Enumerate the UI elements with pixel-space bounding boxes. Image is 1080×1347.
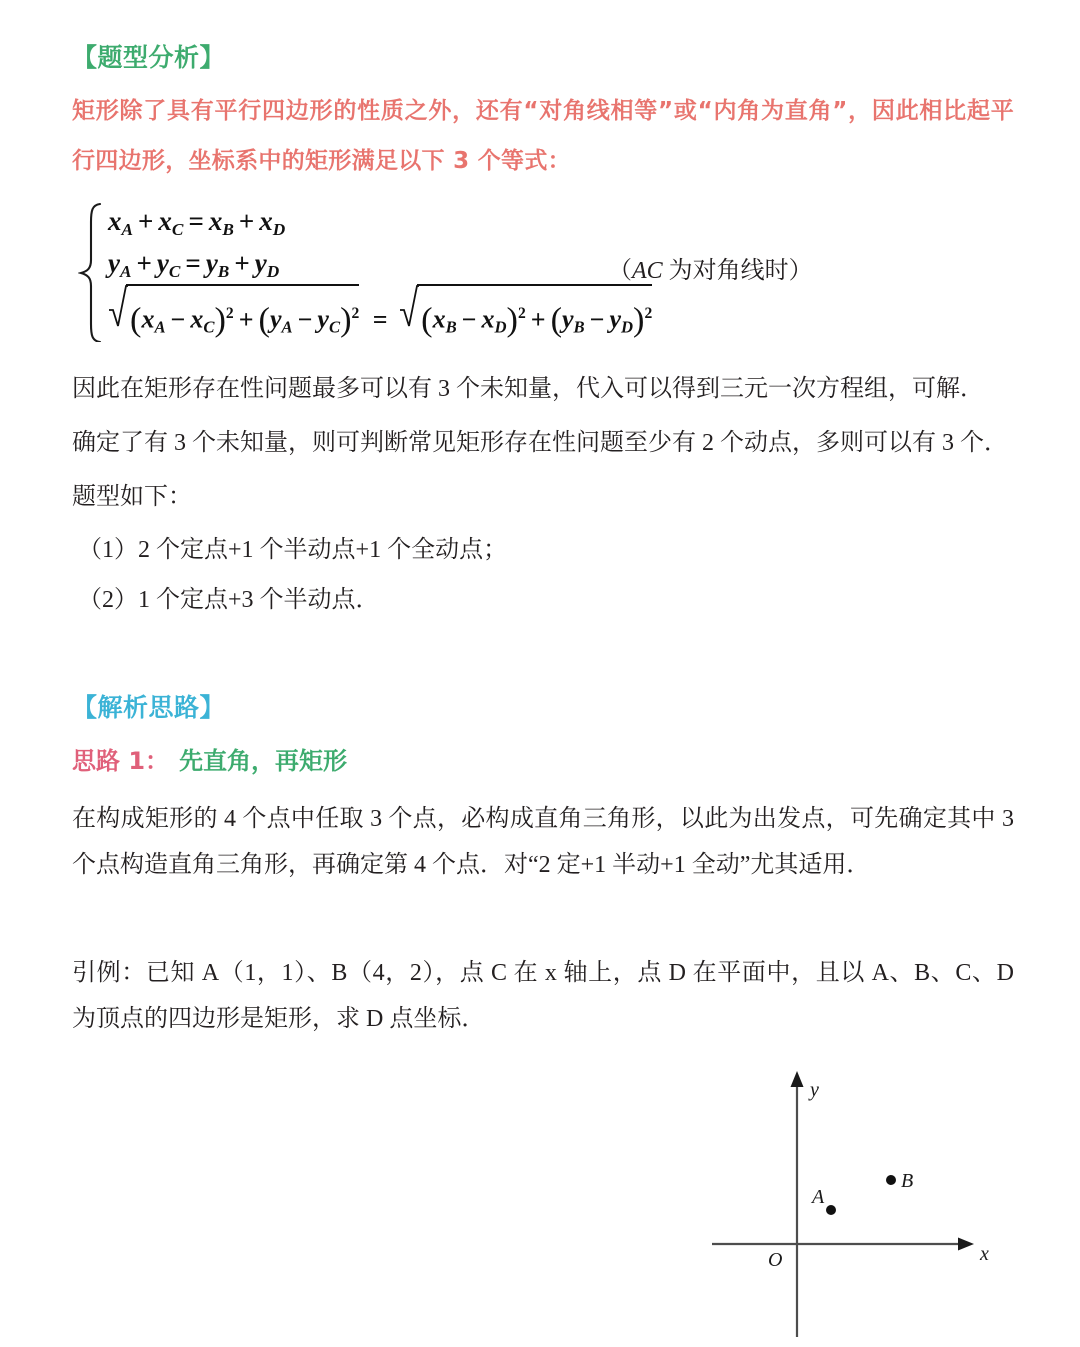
x-axis-arrow-icon	[958, 1238, 974, 1251]
left-brace-icon	[78, 202, 104, 342]
solution-paragraph-1: 在构成矩形的 4 个点中任取 3 个点，必构成直角三角形，以此为出发点，可先确定其中 3 个点构造直角三角形，再确定第 4 个点．对“2 定+1 半动+1 全动”尤其适用．	[72, 806, 1014, 878]
point-b-label: B	[901, 1170, 914, 1192]
section-heading-analysis: 【题型分析】	[72, 43, 226, 72]
equation-rows	[108, 200, 654, 340]
radical-sign-icon	[108, 284, 128, 355]
radical-sign-icon	[399, 284, 419, 355]
list-item: （2）1 个定点+3 个半动点．	[78, 587, 380, 613]
x-axis-label: x	[980, 1243, 989, 1265]
idea-1-label: 思路 1：	[72, 747, 170, 775]
equation-note	[608, 250, 813, 285]
analysis-paragraph-4: 题型如下：	[72, 484, 192, 510]
origin-label: O	[768, 1249, 783, 1271]
point-a-dot	[826, 1205, 836, 1215]
y-axis-label: y	[810, 1079, 819, 1101]
equation-note-segment: AC	[632, 258, 663, 284]
radical-left: $(x_A - x_C)^2 + (y_A - y_C)^2$	[108, 284, 359, 355]
equation-row-y: $y_A + y_C = y_B + y_D$	[108, 248, 280, 281]
equation-row-x: $x_A + x_C = x_B + x_D$	[108, 206, 286, 239]
point-a-label: A	[812, 1186, 825, 1208]
y-axis-arrow-icon	[791, 1071, 804, 1087]
idea-1-text: 先直角，再矩形	[179, 747, 348, 775]
example-paragraph: 引例：已知 A（1，1）、B（4，2），点 C 在 x 轴上，点 D 在平面中，且以 A、B、C、D 为顶点的四边形是矩形，求 D 点坐标．	[72, 960, 1014, 1032]
analysis-paragraph-3: 确定了有 3 个未知量，则可判断常见矩形存在性问题至少有 2 个动点，多则可以有 3 个．	[72, 430, 1008, 456]
section-heading-solution: 【解析思路】	[72, 693, 226, 722]
coordinate-plane-figure	[690, 1055, 1010, 1347]
analysis-intro-paragraph: 矩形除了具有平行四边形的性质之外，还有“对角线相等”或“内角为直角”，因此相比起平行四边形，坐标系中的矩形满足以下 3 个等式：	[72, 98, 1014, 174]
equation-row-distance: $(x_A - x_C)^2 + (y_A - y_C)^2$ = $(x_B - x_D)^2 + (y_B - y_D)^2$	[108, 284, 654, 340]
equation-note-prefix: （	[608, 258, 632, 284]
analysis-paragraph-2: 因此在矩形存在性问题最多可以有 3 个未知量，代入可以得到三元一次方程组，可解．	[72, 376, 984, 402]
radical-right: $(x_B - x_D)^2 + (y_B - y_D)^2$	[399, 284, 652, 355]
idea-1-line	[72, 741, 347, 776]
equation-note-suffix: 为对角线时）	[662, 258, 813, 284]
point-b-dot	[886, 1175, 896, 1185]
list-item: （1）2 个定点+1 个半动点+1 个全动点；	[78, 537, 508, 563]
